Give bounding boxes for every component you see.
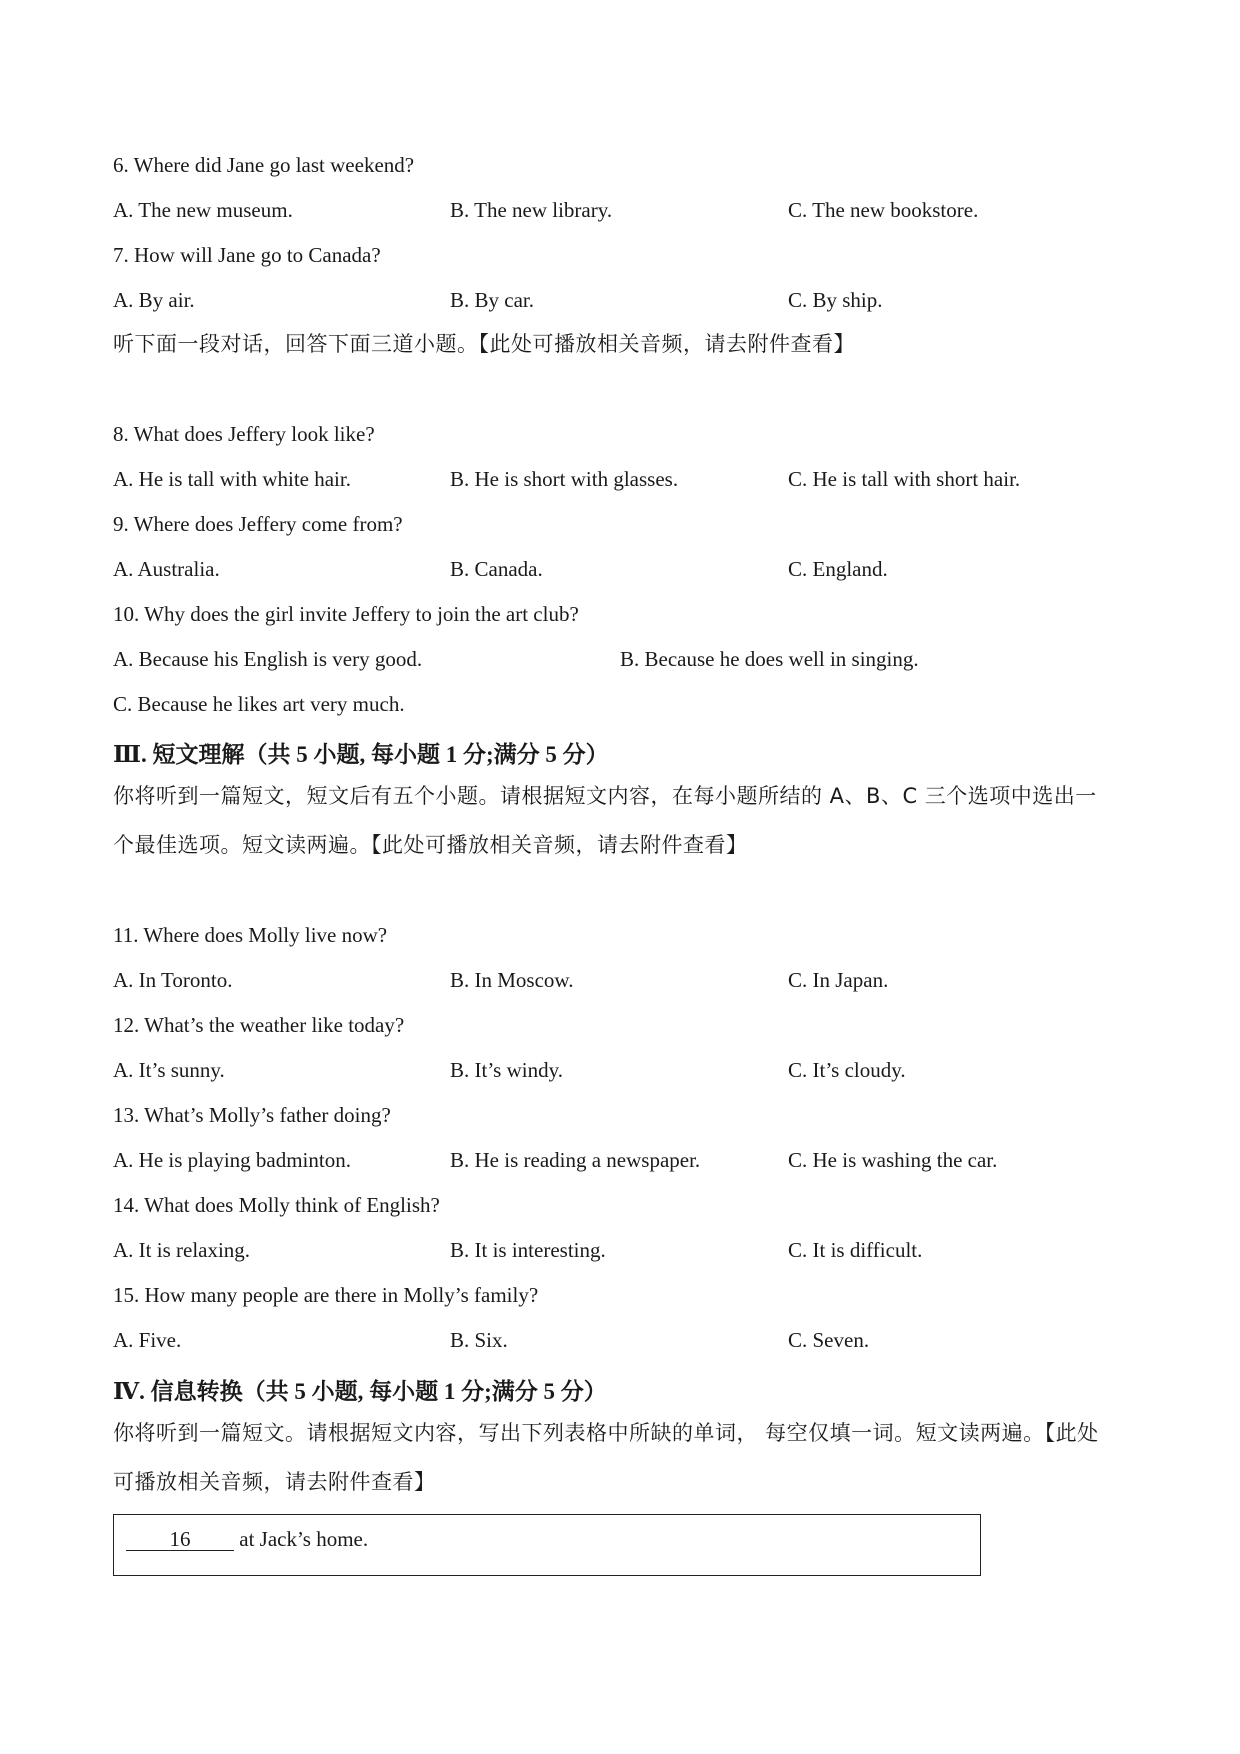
question-13: 13. What’s Molly’s father doing? [113,1103,391,1127]
section-3-instruction-2: 个最佳选项。短文读两遍。【此处可播放相关音频，请去附件查看】 [113,833,748,857]
q12-option-a: A. It’s sunny. [113,1058,225,1082]
q7-option-a: A. By air. [113,288,195,312]
q11-option-a: A. In Toronto. [113,968,233,992]
q14-option-c: C. It is difficult. [788,1238,923,1262]
q6-option-b: B. The new library. [450,198,613,222]
section-4-instruction-2: 可播放相关音频，请去附件查看】 [113,1470,436,1494]
section-3-title: Ⅲ. 短文理解（共 5 小题, 每小题 1 分;满分 5 分） [113,742,609,767]
q9-option-b: B. Canada. [450,557,543,581]
q10-option-a: A. Because his English is very good. [113,647,423,671]
q8-option-a: A. He is tall with white hair. [113,467,351,491]
q6-option-a: A. The new museum. [113,198,293,222]
q6-option-c: C. The new bookstore. [788,198,979,222]
q9-option-a: A. Australia. [113,557,220,581]
q15-option-a: A. Five. [113,1328,182,1352]
question-11: 11. Where does Molly live now? [113,923,388,947]
q9-option-c: C. England. [788,557,888,581]
question-7: 7. How will Jane go to Canada? [113,243,381,267]
q14-option-b: B. It is interesting. [450,1238,606,1262]
q12-option-c: C. It’s cloudy. [788,1058,906,1082]
info-table [113,1514,981,1576]
q8-option-c: C. He is tall with short hair. [788,467,1021,491]
q11-option-b: B. In Moscow. [450,968,574,992]
answer-blank-16[interactable]: 16 [126,1529,234,1551]
q13-option-a: A. He is playing badminton. [113,1148,351,1172]
question-10: 10. Why does the girl invite Jeffery to join the art club? [113,602,579,626]
q13-option-c: C. He is washing the car. [788,1148,998,1172]
q14-option-a: A. It is relaxing. [113,1238,251,1262]
q12-option-b: B. It’s windy. [450,1058,563,1082]
q11-option-c: C. In Japan. [788,968,889,992]
q10-option-c: C. Because he likes art very much. [113,692,405,716]
q7-option-c: C. By ship. [788,288,883,312]
question-14: 14. What does Molly think of English? [113,1193,440,1217]
section-4-title: Ⅳ. 信息转换（共 5 小题, 每小题 1 分;满分 5 分） [113,1379,607,1404]
q15-option-b: B. Six. [450,1328,508,1352]
q8-option-b: B. He is short with glasses. [450,467,679,491]
question-12: 12. What’s the weather like today? [113,1013,405,1037]
question-15: 15. How many people are there in Molly’s family? [113,1283,539,1307]
q7-option-b: B. By car. [450,288,534,312]
question-6: 6. Where did Jane go last weekend? [113,153,415,177]
listening-instruction: 听下面一段对话，回答下面三道小题。【此处可播放相关音频，请去附件查看】 [113,332,855,356]
question-8: 8. What does Jeffery look like? [113,422,375,446]
q10-option-b: B. Because he does well in singing. [620,647,919,671]
q15-option-c: C. Seven. [788,1328,870,1352]
table-row [114,1529,368,1551]
section-4-instruction-1: 你将听到一篇短文。请根据短文内容，写出下列表格中所缺的单词， 每空仅填一词。短文读两遍。【此处 [113,1421,1099,1445]
table-cell-text: at Jack’s home. [239,1527,369,1551]
question-9: 9. Where does Jeffery come from? [113,512,403,536]
q13-option-b: B. He is reading a newspaper. [450,1148,701,1172]
section-3-instruction-1: 你将听到一篇短文，短文后有五个小题。请根据短文内容，在每小题所结的 A、B、C 三个选项中选出一 [113,784,1097,808]
